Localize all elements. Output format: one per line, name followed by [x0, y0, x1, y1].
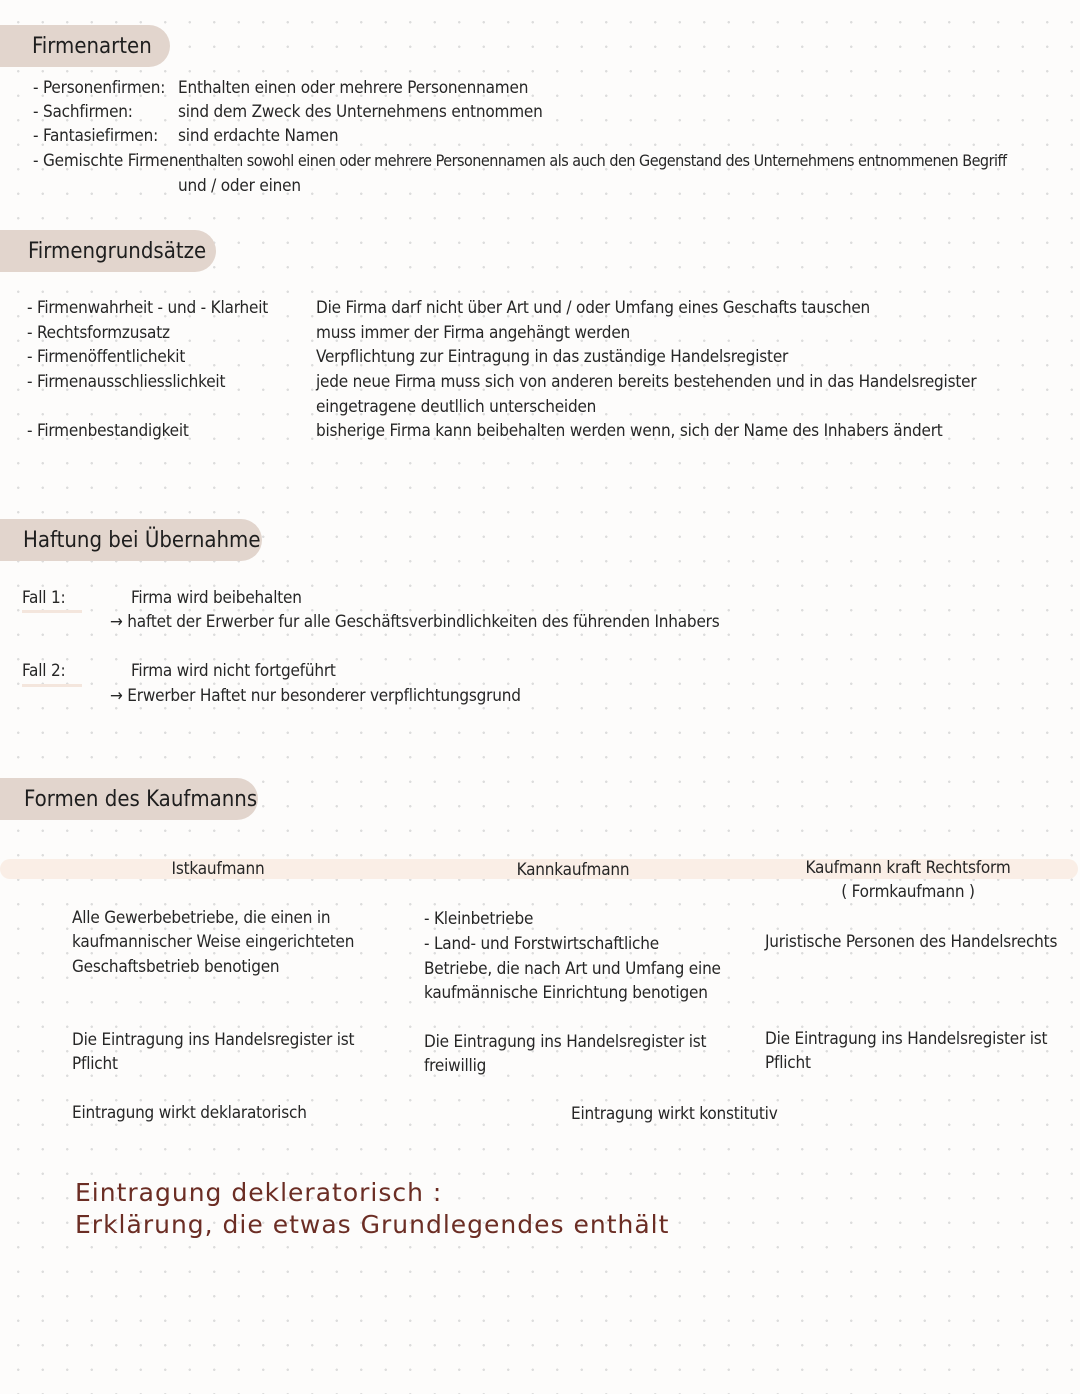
col2-desc-1: - Kleinbetriebe [424, 909, 534, 929]
col1-pflicht-2: Pflicht [72, 1054, 118, 1074]
section-title-text: Formen des Kaufmanns [24, 786, 258, 812]
col-kannkaufmann-heading: Kannkaufmann [516, 860, 630, 880]
col2-pflicht-1: Die Eintragung ins Handelsregister ist [424, 1032, 707, 1052]
fall-2-line1: Firma wird nicht fortgeführt [131, 661, 336, 681]
firmenarten-term-3: - Fantasiefirmen: [33, 126, 159, 146]
wirkung-konstitutiv: Eintragung wirkt konstitutiv [571, 1104, 778, 1124]
grundsatz-term-3: - Firmenöffentlichekit [27, 347, 186, 367]
fall-2-label: Fall 2: [22, 661, 66, 681]
col3-pflicht-2: Pflicht [765, 1053, 811, 1073]
firmenarten-desc-2: sind dem Zweck des Unternehmens entnommen [178, 102, 543, 122]
firmenarten-continuation: und / oder einen [178, 176, 301, 196]
firmenarten-desc-1: Enthalten einen oder mehrere Personennamen [178, 78, 529, 98]
section-title-text: Haftung bei Übernahme [23, 527, 261, 553]
fall-2-line2: → Erwerber Haftet nur besonderer verpflichtungsgrund [110, 686, 521, 706]
col3-pflicht-1: Die Eintragung ins Handelsregister ist [765, 1029, 1048, 1049]
col-istkaufmann-heading: Istkaufmann [171, 859, 265, 879]
fall-1-underline [22, 610, 82, 613]
section-title-haftung [0, 519, 262, 561]
firmenarten-term-1: - Personenfirmen: [33, 78, 166, 98]
firmenarten-term-2: - Sachfirmen: [33, 102, 133, 122]
col1-pflicht-1: Die Eintragung ins Handelsregister ist [72, 1030, 355, 1050]
grundsatz-desc-4: jede neue Firma muss sich von anderen bereits bestehenden und in das Handelsregister [316, 372, 977, 392]
grundsatz-desc-4b: eingetragene deutllich unterscheiden [316, 397, 597, 417]
col2-desc-3: Betriebe, die nach Art und Umfang eine [424, 959, 721, 979]
firmenarten-desc-3: sind erdachte Namen [178, 126, 339, 146]
fall-2-underline [22, 684, 82, 687]
grundsatz-desc-2: muss immer der Firma angehängt werden [316, 323, 631, 343]
col2-pflicht-2: freiwillig [424, 1056, 487, 1076]
fall-1-line2: → haftet der Erwerber fur alle Geschäftsverbindlichkeiten des führenden Inhabers [110, 612, 720, 632]
fall-1-label: Fall 1: [22, 588, 66, 608]
col-formkaufmann-heading: Kaufmann kraft Rechtsform [805, 858, 1011, 878]
section-title-text: Firmenarten [32, 33, 152, 59]
grundsatz-desc-3: Verpflichtung zur Eintragung in das zuständige Handelsregister [316, 347, 789, 367]
col3-desc: Juristische Personen des Handelsrechts [765, 932, 1058, 952]
section-title-formen [0, 778, 258, 820]
note-line-2: Erklärung, die etwas Grundlegendes enthält [75, 1210, 670, 1239]
col1-wirkung: Eintragung wirkt deklaratorisch [72, 1103, 307, 1123]
firmenarten-desc-4: enthalten sowohl einen oder mehrere Personennamen als auch den Gegenstand des Unternehmens entnommenen Begriff [178, 151, 1007, 170]
grundsatz-term-4: - Firmenausschliesslichkeit [27, 372, 226, 392]
col2-desc-2: - Land- und Forstwirtschaftliche [424, 934, 659, 954]
section-title-firmenarten [0, 25, 170, 67]
grundsatz-term-5: - Firmenbestandigkeit [27, 421, 189, 441]
col-formkaufmann-subheading: ( Formkaufmann ) [841, 882, 975, 902]
firmenarten-term-4: - Gemischte Firmen: [33, 151, 184, 171]
grundsatz-term-2: - Rechtsformzusatz [27, 323, 170, 343]
grundsatz-term-1: - Firmenwahrheit - und - Klarheit [27, 298, 269, 318]
fall-1-line1: Firma wird beibehalten [131, 588, 302, 608]
grundsatz-desc-5: bisherige Firma kann beibehalten werden wenn, sich der Name des Inhabers ändert [316, 421, 943, 441]
col1-desc-3: Geschaftsbetrieb benotigen [72, 957, 280, 977]
section-title-firmengrundsaetze [0, 230, 216, 272]
col2-desc-4: kaufmännische Einrichtung benotigen [424, 983, 708, 1003]
col1-desc-2: kaufmannischer Weise eingerichteten [72, 932, 355, 952]
col1-desc-1: Alle Gewerbebetriebe, die einen in [72, 908, 331, 928]
note-line-1: Eintragung dekleratorisch : [75, 1178, 443, 1207]
grundsatz-desc-1: Die Firma darf nicht über Art und / oder Umfang eines Geschafts tauschen [316, 298, 871, 318]
section-title-text: Firmengrundsätze [28, 238, 207, 264]
